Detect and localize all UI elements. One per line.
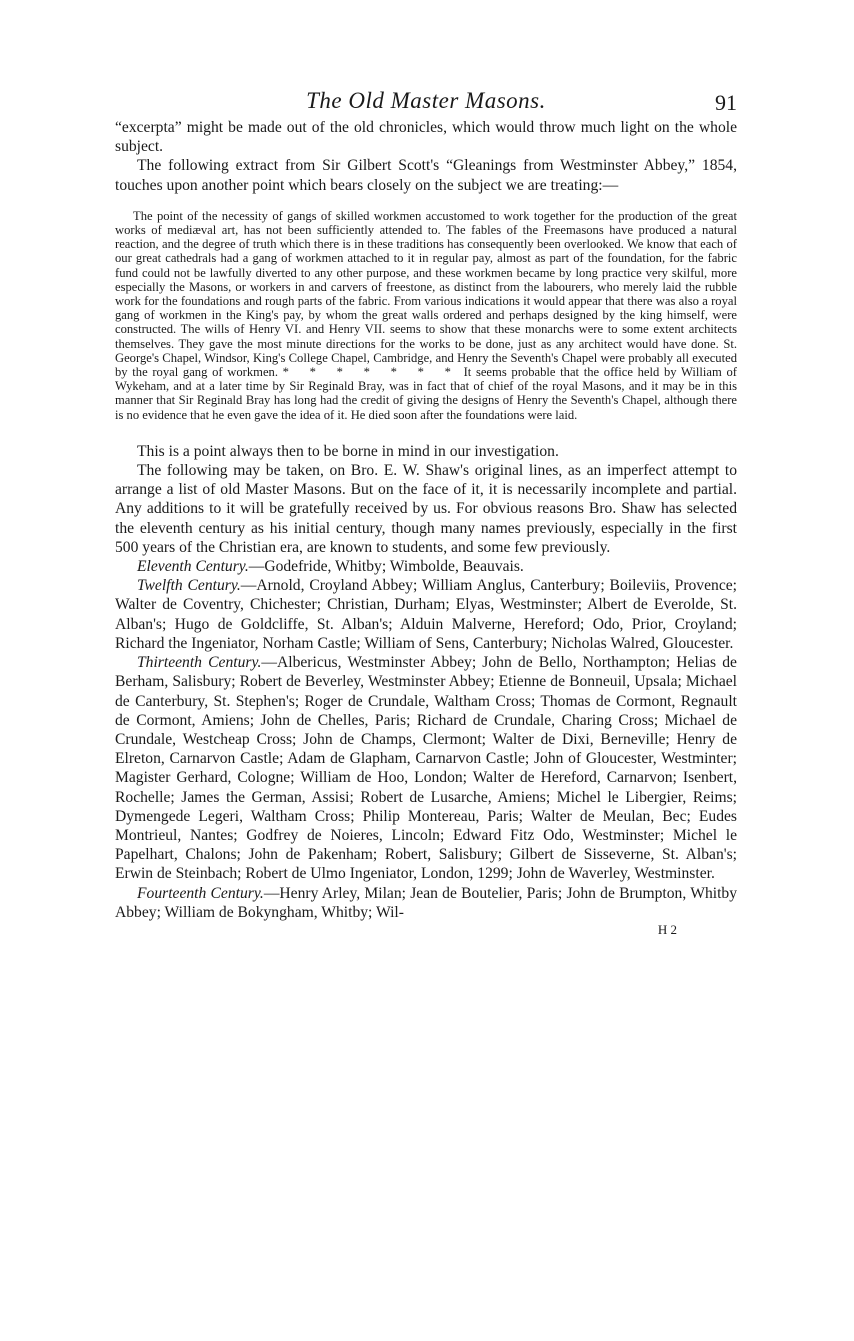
main-text (115, 442, 737, 557)
opening-text (115, 118, 737, 195)
quote-text: The point of the necessity of gangs of skilled workmen accustomed to work together for the production of the great works of mediæval art, has not been sufficiently attended to. The fables of the Freemasons have produced a natural reaction, and the degree of truth which there is in these traditions has consequently been overlooked. We know that each of our great cathedrals had a gang of workmen attached to it in regular pay, almost as part of the foundation, for the fabric fund could not be lawfully diverted to any other purpose, and these workmen became by long practice very skilful, more especially the Masons, or workers in and carvers of freestone, as distinct from the labourers, who merely laid the rubble work for the foundations and rough parts of the fabric. From various indications it would appear that there was also a royal gang of workmen in the King's pay, by whom the great walls ordered and perhaps designed by the king himself, were constructed. The wills of Henry VI. and Henry VII. seems to show that these monarchs were to some extent architects themselves. They gave the most minute directions for the works to be done, just as any architect would have done. St. George's Chapel, Windsor, King's College Chapel, Cambridge, and Henry the Seventh's Chapel were probably all executed by the royal gang of workmen. (115, 208, 737, 380)
paragraph: The following extract from Sir Gilbert Scott's “Gleanings from Westminster Abbey,” 1854, touches upon another point which bears closely on the subject we are treating:— (115, 157, 737, 194)
block-quote (115, 209, 737, 422)
century-names: —Albericus, Westminster Abbey; John de Bello, Northampton; Helias de Berham, Salisbury; Robert de Beverley, Westminster Abbey; Etienne de Bonneuil, Upsala; Michael de Canterbury, St. Stephen's; Roger de Crundale, Waltham Cross; Thomas de Cormont, Regnault de Cormont, Amiens; John de Chelles, Paris; Richard de Crundale, Charing Cross; Michael de Crundale, Westcheap Cross; John de Champs, Clermont; Walter de Dixi, Berneville; Henry de Elreton, Carnarvon Castle; Adam de Glapham, Carnarvon Castle; John of Gloucester, Westminter; Magister Gerhard, Cologne; William de Hoo, London; Walter de Hereford, Carnarvon; Isenbert, Rochelle; James the German, Assisi; Robert de Lusarche, Amiens; Michel le Libergier, Reims; Dymengede Legeri, Waltham Cross; Philip Montereau, Paris; Walter de Meulan, Bec; Eudes Montrieul, Nantes; Godfrey de Noieres, Lincoln; Edward Fitz Odo, Westminster; Michel le Papelhart, Chalons; John de Pakenham; Robert, Salisbury; Gilbert de Sisseverne, St. Alban's; Erwin de Steinbach; Robert de Ulmo Ingeniator, London, 1299; John de Waverley, Westminster. (115, 654, 737, 883)
century-entry (115, 557, 737, 576)
century-label: Thirteenth Century. (137, 654, 262, 672)
century-list (115, 557, 737, 922)
running-title: The Old Master Masons. (306, 88, 546, 113)
century-names: —Godefride, Whitby; Wimbolde, Beauvais. (248, 558, 524, 576)
page-header (115, 78, 737, 118)
century-label: Twelfth Century. (137, 577, 241, 595)
quote-text: It seems probable that the office held by William of Wykeham, and at a later time by Sir Reginald Bray, was in fact that of chief of the royal Masons, and it may be in this manner that Sir Reginald Bray has long had the credit of giving the designs of Henry the Seventh's Chapel, although there is no evidence that he even gave the idea of it. He died soon after the foundations were laid. (115, 365, 737, 422)
signature-mark: H 2 (657, 921, 677, 937)
paragraph: “excerpta” might be made out of the old chronicles, which would throw much light on the whole subject. (115, 119, 737, 156)
century-label: Eleventh Century. (137, 558, 249, 576)
century-entry (115, 576, 737, 653)
century-entry (115, 653, 737, 883)
century-entry (115, 884, 737, 922)
asterisks-ellipsis: * * * * * * * (282, 365, 459, 380)
paragraph: The following may be taken, on Bro. E. W. Shaw's original lines, as an imperfect attempt to arrange a list of old Master Masons. But on the face of it, it is necessarily incomplete and partial. Any additions to it will be gratefully received by us. For obvious reasons Bro. Shaw has selected the eleventh century as his initial century, though many names previously, especially in the first 500 years of the Christian era, are known to students, and some few previously. (115, 462, 737, 556)
book-page (115, 78, 737, 938)
century-label: Fourteenth Century. (137, 884, 264, 902)
page-number: 91 (715, 90, 737, 115)
century-names: —Henry Arley, Milan; Jean de Boutelier, Paris; John de Brumpton, Whitby Abbey; William de Bokyngham, Whitby; Wil- (115, 884, 737, 921)
paragraph: This is a point always then to be borne in mind in our investigation. (137, 442, 559, 460)
quote-paragraph (115, 209, 737, 422)
century-names: —Arnold, Croyland Abbey; William Anglus, Canterbury; Boileviis, Provence; Walter de Coventry, Chichester; Christian, Durham; Elyas, Westminster; Albert de Everolde, St. Alban's; Hugo de Goldcliffe, St. Alban's; Alduin Malverne, Hereford; Odo, Prior, Croyland; Richard the Ingeniator, Norham Castle; William of Sens, Canterbury; Nicholas Walred, Gloucester. (115, 577, 737, 652)
